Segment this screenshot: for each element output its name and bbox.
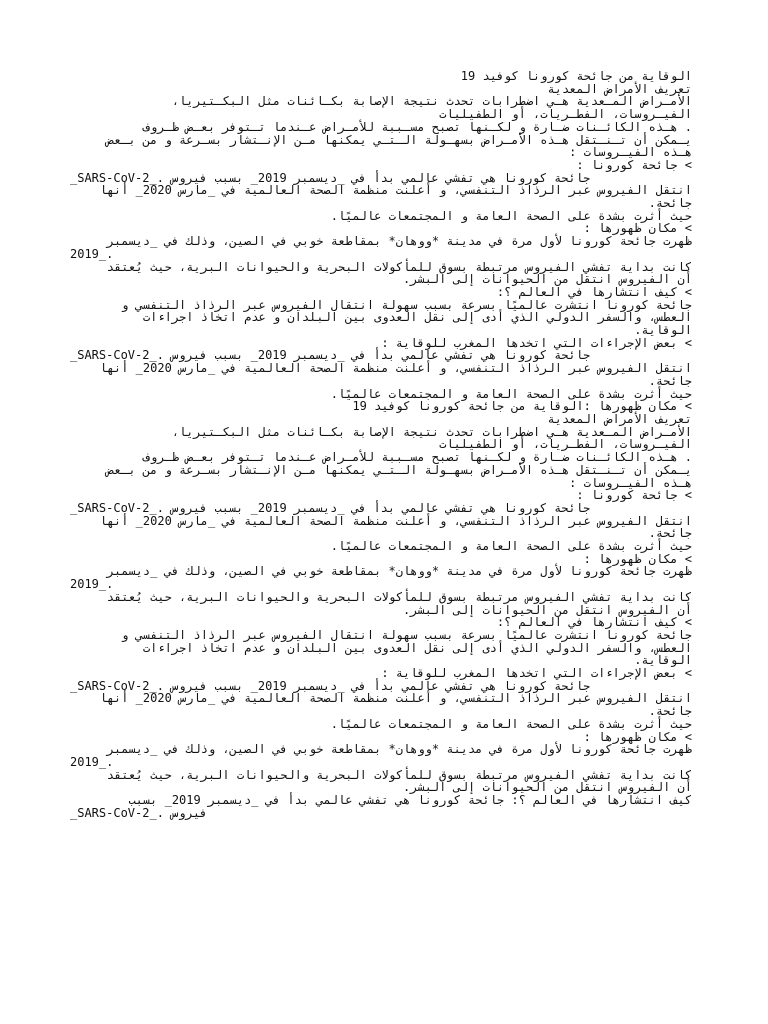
document-line: > بعض الإجراءات التي اتخدها المغرب للوقاية : [381, 666, 692, 681]
document-line: جائحة. [648, 526, 692, 541]
document-line: > جائحة كورونا : [576, 157, 692, 172]
document-line: جائحة كورونا انتشرت عالميًا بسرعة بسبب سهولة انتقال الفيروس عبر الرذاذ التنفسي و [121, 297, 692, 312]
document-line: > مكان ظهورها : [583, 221, 692, 236]
document-line: تعريف الأمراض المعدية [547, 411, 692, 426]
document-line: الأمـراض المـعدية هـي اضطرابات تحدث نتيجة الإصابة بكـائنات مثل البكـتيريا، [171, 94, 692, 109]
document-line: > جائحة كورونا : [576, 488, 692, 503]
document-line: الفيـروسات، الفطـريات، أو الطفيليات [439, 437, 692, 452]
document-line: الفيـروسات، الفطـريات، أو الطفيليات [439, 107, 692, 122]
document-line: تعريف الأمراض المعدية [547, 81, 692, 96]
document-line: 2019_. [70, 754, 114, 769]
document-line: هـذه الفيـروسات : [569, 475, 692, 490]
document-line: > كيف انتشارها في العالم ؟: [496, 615, 692, 630]
document-line: كانت بداية تفشي الفيروس مرتبطة بسوق للمأكولات البحرية والحيوانات البرية، حيث يُعتقد [106, 767, 692, 782]
document-line: كانت بداية تفشي الفيروس مرتبطة بسوق للمأكولات البحرية والحيوانات البرية، حيث يُعتقد [106, 589, 692, 604]
document-line: حيث أثرت بشدة على الصحة العامة و المجتمعات عالميًا. [330, 386, 692, 401]
document-line: ظهرت جائحة كورونا لأول مرة في مدينة *ووهان* بمقاطعة خوبي في الصين، وذلك في _ديسمبر [106, 234, 692, 249]
document-line: انتقل الفيروس عبر الرذاذ التنفسي، و أعلنت منظمة الصحة العالمية في _مارس 2020_ أنها [99, 691, 692, 706]
document-line: > مكان ظهورها :الوقاية من جائحة كورونا كوفيد 19 [352, 399, 692, 414]
document-line: كيف انتشارها في العالم ؟: جائحة كورونا هي تفشي عالمي بدأ في _ديسمبر 2019_ بسبب [128, 793, 692, 808]
document-line: جائحة كورونا انتشرت عالميًا بسرعة بسبب سهولة انتقال الفيروس عبر الرذاذ التنفسي و [121, 627, 692, 642]
document-line: > كيف انتشارها في العالم ؟: [496, 284, 692, 299]
document-line: جائحة. [648, 196, 692, 211]
document-line: حيث أثرت بشدة على الصحة العامة و المجتمعات عالميًا. [330, 208, 692, 223]
document-line: جائحة. [648, 373, 692, 388]
document-line: > مكان ظهورها : [583, 551, 692, 566]
document-line: . هـذه الكائـنات ضـارة و لكـنها تصبح مسـببة للأمـراض عـندما تـتوفر بعـض ظـروف [142, 119, 692, 134]
document-line: _SARS-CoV-2_. جائحة كورونا هي تفشي عالمي بدأ في _ديسمبر 2019_ بسبب فيروس [70, 170, 591, 185]
document-line: حيث أثرت بشدة على الصحة العامة و المجتمعات عالميًا. [330, 716, 692, 731]
document-line: _SARS-CoV-2_. جائحة كورونا هي تفشي عالمي بدأ في _ديسمبر 2019_ بسبب فيروس [70, 678, 591, 693]
document-line: 2019_. [70, 577, 114, 592]
document-line: الوقاية من جائحة كورونا كوفيد 19 [460, 70, 692, 83]
document-page [70, 70, 692, 954]
document-line: أن الفيروس انتقل من الحيوانات إلى البشر. [403, 780, 692, 795]
document-line: جائحة. [648, 704, 692, 719]
document-line: العطس، والسفر الدولي الذي أدى إلى نقل العدوى بين البلدان و عدم اتخاذ اجراءات [142, 310, 692, 325]
document-line: أن الفيروس انتقل من الحيوانات إلى البشر. [403, 272, 692, 287]
document-line: > بعض الإجراءات التي اتخدها المغرب للوقاية : [381, 335, 692, 350]
document-line: الوقاية. [634, 653, 692, 668]
document-line: الوقاية. [634, 323, 692, 338]
document-line: _SARS-CoV-2_. فيروس [70, 805, 208, 820]
document-line: 2019_. [70, 246, 114, 261]
document-line: انتقل الفيروس عبر الرذاذ التنفسي، و أعلنت منظمة الصحة العالمية في _مارس 2020_ أنها [99, 183, 692, 198]
document-line: > مكان ظهورها : [583, 729, 692, 744]
document-line: يـمكن أن تـنـتقل هـذه الأمـراض بسهـولة الـتـي يمكنها مـن الإنـتشار بسـرعة و من بـعض [106, 132, 692, 147]
document-line: كانت بداية تفشي الفيروس مرتبطة بسوق للمأكولات البحرية والحيوانات البرية، حيث يُعتقد [106, 259, 692, 274]
document-line: أن الفيروس انتقل من الحيوانات إلى البشر. [403, 602, 692, 617]
document-line: _SARS-CoV-2_. جائحة كورونا هي تفشي عالمي بدأ في _ديسمبر 2019_ بسبب فيروس [70, 348, 591, 363]
document-line: الأمـراض المـعدية هـي اضطرابات تحدث نتيجة الإصابة بكـائنات مثل البكـتيريا، [171, 424, 692, 439]
document-line: انتقل الفيروس عبر الرذاذ التنفسي، و أعلنت منظمة الصحة العالمية في _مارس 2020_ أنها [99, 513, 692, 528]
document-line: ظهرت جائحة كورونا لأول مرة في مدينة *ووهان* بمقاطعة خوبي في الصين، وذلك في _ديسمبر [106, 564, 692, 579]
document-line: العطس، والسفر الدولي الذي أدى إلى نقل العدوى بين البلدان و عدم اتخاذ اجراءات [142, 640, 692, 655]
document-line: انتقل الفيروس عبر الرذاذ التنفسي، و أعلنت منظمة الصحة العالمية في _مارس 2020_ أنها [99, 361, 692, 376]
document-line: ظهرت جائحة كورونا لأول مرة في مدينة *ووهان* بمقاطعة خوبي في الصين، وذلك في _ديسمبر [106, 742, 692, 757]
document-line: . هـذه الكائـنات ضـارة و لكـنها تصبح مسـببة للأمـراض عـندما تـتوفر بعـض ظـروف [142, 450, 692, 465]
document-line: _SARS-CoV-2_. جائحة كورونا هي تفشي عالمي بدأ في _ديسمبر 2019_ بسبب فيروس [70, 500, 591, 515]
document-line: هـذه الفيـروسات : [569, 145, 692, 160]
document-line: يـمكن أن تـنـتقل هـذه الأمـراض بسهـولة الـتـي يمكنها مـن الإنـتشار بسـرعة و من بـعض [106, 462, 692, 477]
document-line: حيث أثرت بشدة على الصحة العامة و المجتمعات عالميًا. [330, 539, 692, 554]
